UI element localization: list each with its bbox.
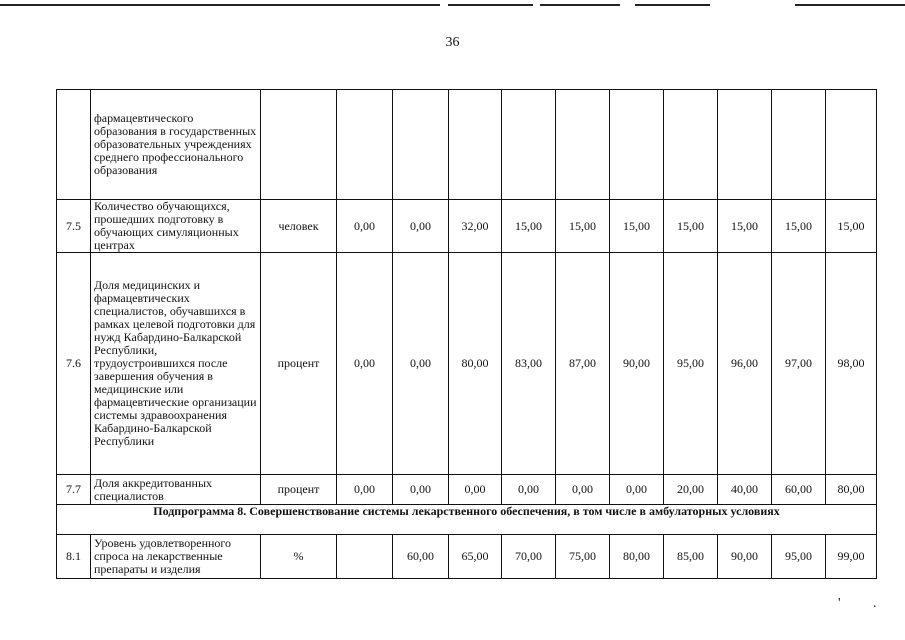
value-cell: 80,00 <box>610 535 664 579</box>
value-cell: 15,00 <box>826 200 877 253</box>
table-row <box>57 253 877 475</box>
value-cell: 70,00 <box>502 535 556 579</box>
value-cell: 32,00 <box>449 200 502 253</box>
subprogram-row <box>57 505 877 535</box>
value-cell: 0,00 <box>556 475 610 505</box>
value-cell: 15,00 <box>556 200 610 253</box>
value-cell: 95,00 <box>772 535 826 579</box>
row-number <box>57 90 91 200</box>
value-cell: 15,00 <box>664 200 718 253</box>
value-cell: 15,00 <box>772 200 826 253</box>
unit-cell: человек <box>261 200 337 253</box>
indicator-name: Уровень удовлетворенного спроса на лекарственные препараты и изделия <box>91 535 261 579</box>
value-cell: 96,00 <box>718 253 772 475</box>
unit-cell <box>261 90 337 200</box>
value-cell: 95,00 <box>664 253 718 475</box>
value-cell: 99,00 <box>826 535 877 579</box>
value-cell: 15,00 <box>718 200 772 253</box>
value-cell: 98,00 <box>826 253 877 475</box>
value-cell: 0,00 <box>610 475 664 505</box>
unit-cell: % <box>261 535 337 579</box>
value-cell <box>718 90 772 200</box>
scan-speck: ' <box>838 596 841 611</box>
value-cell: 60,00 <box>393 535 449 579</box>
table-row <box>57 200 877 253</box>
value-cell <box>556 90 610 200</box>
scan-edge-line <box>795 4 905 6</box>
subprogram-heading: Подпрограмма 8. Совершенствование системы лекарственного обеспечения, в том числе в амбулаторных условиях <box>57 505 877 535</box>
scan-edge-line <box>635 4 710 6</box>
scan-speck: . <box>873 596 877 611</box>
row-number: 7.7 <box>57 475 91 505</box>
value-cell: 0,00 <box>393 475 449 505</box>
unit-cell: процент <box>261 475 337 505</box>
indicator-name: Количество обучающихся, прошедших подготовку в обучающих симуляционных центрах <box>91 200 261 253</box>
table-row <box>57 475 877 505</box>
page-number: 36 <box>445 35 460 50</box>
value-cell: 15,00 <box>610 200 664 253</box>
indicator-name: фармацевтического образования в государственных образовательных учреждениях среднего профессионального образования <box>91 90 261 200</box>
value-cell: 0,00 <box>502 475 556 505</box>
value-cell <box>610 90 664 200</box>
value-cell: 0,00 <box>337 253 393 475</box>
row-number: 7.6 <box>57 253 91 475</box>
value-cell <box>664 90 718 200</box>
table-row <box>57 90 877 200</box>
scan-edge-line <box>448 4 533 6</box>
value-cell: 15,00 <box>502 200 556 253</box>
value-cell: 0,00 <box>337 475 393 505</box>
value-cell <box>502 90 556 200</box>
value-cell: 97,00 <box>772 253 826 475</box>
unit-cell: процент <box>261 253 337 475</box>
table-row <box>57 535 877 579</box>
value-cell <box>337 90 393 200</box>
value-cell: 90,00 <box>610 253 664 475</box>
value-cell: 80,00 <box>826 475 877 505</box>
value-cell: 60,00 <box>772 475 826 505</box>
row-number: 7.5 <box>57 200 91 253</box>
value-cell: 87,00 <box>556 253 610 475</box>
value-cell: 75,00 <box>556 535 610 579</box>
value-cell <box>337 535 393 579</box>
value-cell: 90,00 <box>718 535 772 579</box>
value-cell <box>826 90 877 200</box>
indicator-name: Доля аккредитованных специалистов <box>91 475 261 505</box>
value-cell: 80,00 <box>449 253 502 475</box>
scan-edge-line <box>0 4 440 6</box>
value-cell: 20,00 <box>664 475 718 505</box>
row-number: 8.1 <box>57 535 91 579</box>
value-cell: 40,00 <box>718 475 772 505</box>
scan-edge-line <box>540 4 620 6</box>
indicators-table <box>56 89 877 579</box>
value-cell: 0,00 <box>337 200 393 253</box>
value-cell: 0,00 <box>449 475 502 505</box>
value-cell: 83,00 <box>502 253 556 475</box>
value-cell <box>393 90 449 200</box>
value-cell: 0,00 <box>393 200 449 253</box>
value-cell: 0,00 <box>393 253 449 475</box>
value-cell <box>772 90 826 200</box>
value-cell: 65,00 <box>449 535 502 579</box>
value-cell <box>449 90 502 200</box>
indicator-name: Доля медицинских и фармацевтических специалистов, обучавшихся в рамках целевой подготовки для нужд Кабардино-Балкарской Республики, трудоустроившихся после завершения обучения в медицинские или фармацевтические организации системы здравоохранения Кабардино-Балкарской Республики <box>91 253 261 475</box>
value-cell: 85,00 <box>664 535 718 579</box>
